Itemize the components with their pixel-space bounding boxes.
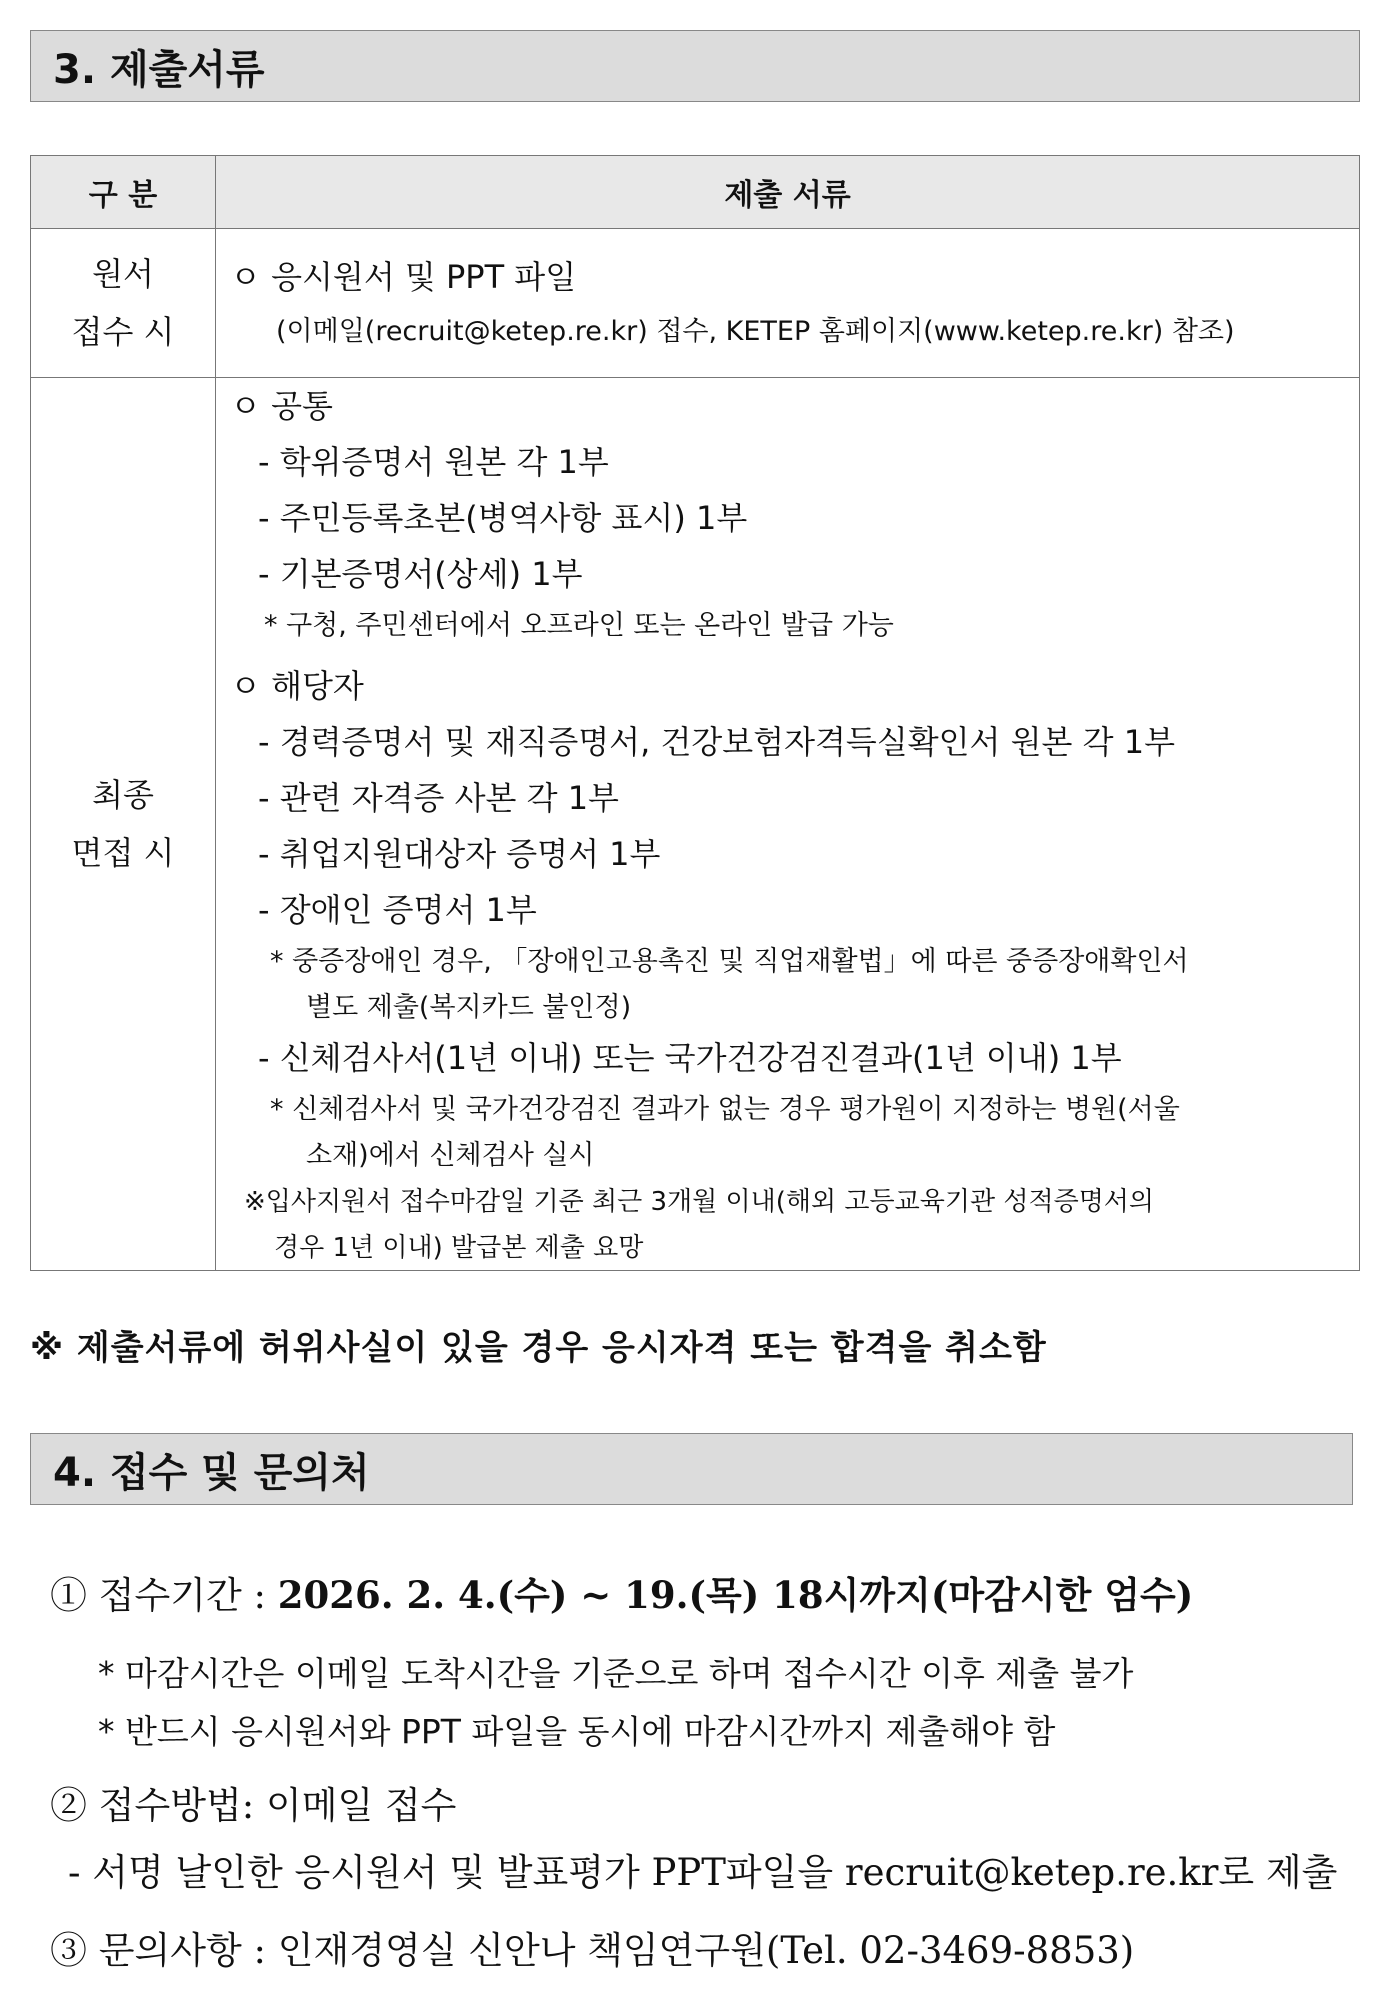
list-item: - 장애인 증명서 1부 bbox=[258, 891, 537, 929]
category-interview bbox=[31, 378, 216, 1271]
category-line: 접수 시 bbox=[71, 313, 175, 351]
category-line: 면접 시 bbox=[71, 834, 175, 872]
note: * 중증장애인 경우, 「장애인고용촉진 및 직업재활법」에 따른 중증장애확인서 bbox=[270, 946, 1189, 977]
method-label: ② 접수방법: 이메일 접수 bbox=[50, 1784, 457, 1827]
method-detail: - 서명 날인한 응시원서 및 발표평가 PPT파일을 recruit@ketep.re.kr로 제출 bbox=[68, 1851, 1338, 1894]
list-item: ㅇ 응시원서 및 PPT 파일 bbox=[230, 258, 577, 296]
table-header-row bbox=[31, 156, 1360, 229]
docs-interview bbox=[216, 378, 1360, 1271]
note: * 구청, 주민센터에서 오프라인 또는 온라인 발급 가능 bbox=[264, 610, 894, 641]
documents-table bbox=[30, 155, 1360, 1271]
warning-text: ※ 제출서류에 허위사실이 있을 경우 응시자격 또는 합격을 취소함 bbox=[30, 1328, 1047, 1368]
period-line bbox=[50, 1565, 1370, 1619]
note: * 신체검사서 및 국가건강검진 결과가 없는 경우 평가원이 지정하는 병원(서울 bbox=[270, 1094, 1180, 1125]
section4-title: 4. 접수 및 문의처 bbox=[53, 1449, 370, 1496]
list-item: - 경력증명서 및 재직증명서, 건강보험자격득실확인서 원본 각 1부 bbox=[258, 723, 1175, 761]
period-note: * 마감시간은 이메일 도착시간을 기준으로 하며 접수시간 이후 제출 불가 bbox=[98, 1654, 1134, 1693]
inquiry-value: 인재경영실 신안나 책임연구원(Tel. 02-3469-8853) bbox=[277, 1929, 1135, 1972]
note-continued: 경우 1년 이내) 발급본 제출 요망 bbox=[274, 1233, 644, 1263]
note-continued: 별도 제출(복지카드 불인정) bbox=[306, 992, 632, 1023]
list-item: - 학위증명서 원본 각 1부 bbox=[258, 443, 609, 481]
period-note: * 반드시 응시원서와 PPT 파일을 동시에 마감시간까지 제출해야 함 bbox=[98, 1712, 1056, 1751]
group-title-applicable: ㅇ 해당자 bbox=[230, 667, 364, 705]
header-category: 구 분 bbox=[31, 156, 216, 229]
inquiry-label: ③ 문의사항 : bbox=[50, 1929, 266, 1972]
section4-header bbox=[30, 1433, 1353, 1505]
note-continued: 소재)에서 신체검사 실시 bbox=[306, 1140, 595, 1171]
period-value: 2026. 2. 4.(수) ~ 19.(목) 18시까지(마감시한 엄수) bbox=[277, 1573, 1194, 1617]
table-row-interview bbox=[31, 378, 1360, 1271]
inquiry-line bbox=[50, 1920, 1370, 1974]
group-title-common: ㅇ 공통 bbox=[230, 387, 333, 425]
category-line: 원서 bbox=[92, 255, 154, 293]
list-item: - 기본증명서(상세) 1부 bbox=[258, 555, 583, 593]
list-item-detail: (이메일(recruit@ketep.re.kr) 접수, KETEP 홈페이지(www.ketep.re.kr) 참조) bbox=[276, 316, 1235, 347]
list-item: - 주민등록초본(병역사항 표시) 1부 bbox=[258, 499, 748, 537]
note: ※입사지원서 접수마감일 기준 최근 3개월 이내(해외 고등교육기관 성적증명서의 bbox=[244, 1187, 1155, 1217]
section3-header bbox=[30, 30, 1360, 102]
list-item: - 신체검사서(1년 이내) 또는 국가건강검진결과(1년 이내) 1부 bbox=[258, 1039, 1122, 1077]
category-application bbox=[31, 229, 216, 378]
category-line: 최종 bbox=[92, 776, 154, 814]
period-label: ① 접수기간 : bbox=[50, 1574, 266, 1617]
section3-title: 3. 제출서류 bbox=[53, 46, 265, 93]
header-docs: 제출 서류 bbox=[216, 156, 1360, 229]
docs-application bbox=[216, 229, 1360, 378]
list-item: - 취업지원대상자 증명서 1부 bbox=[258, 835, 661, 873]
list-item: - 관련 자격증 사본 각 1부 bbox=[258, 779, 619, 817]
table-row-application bbox=[31, 229, 1360, 378]
